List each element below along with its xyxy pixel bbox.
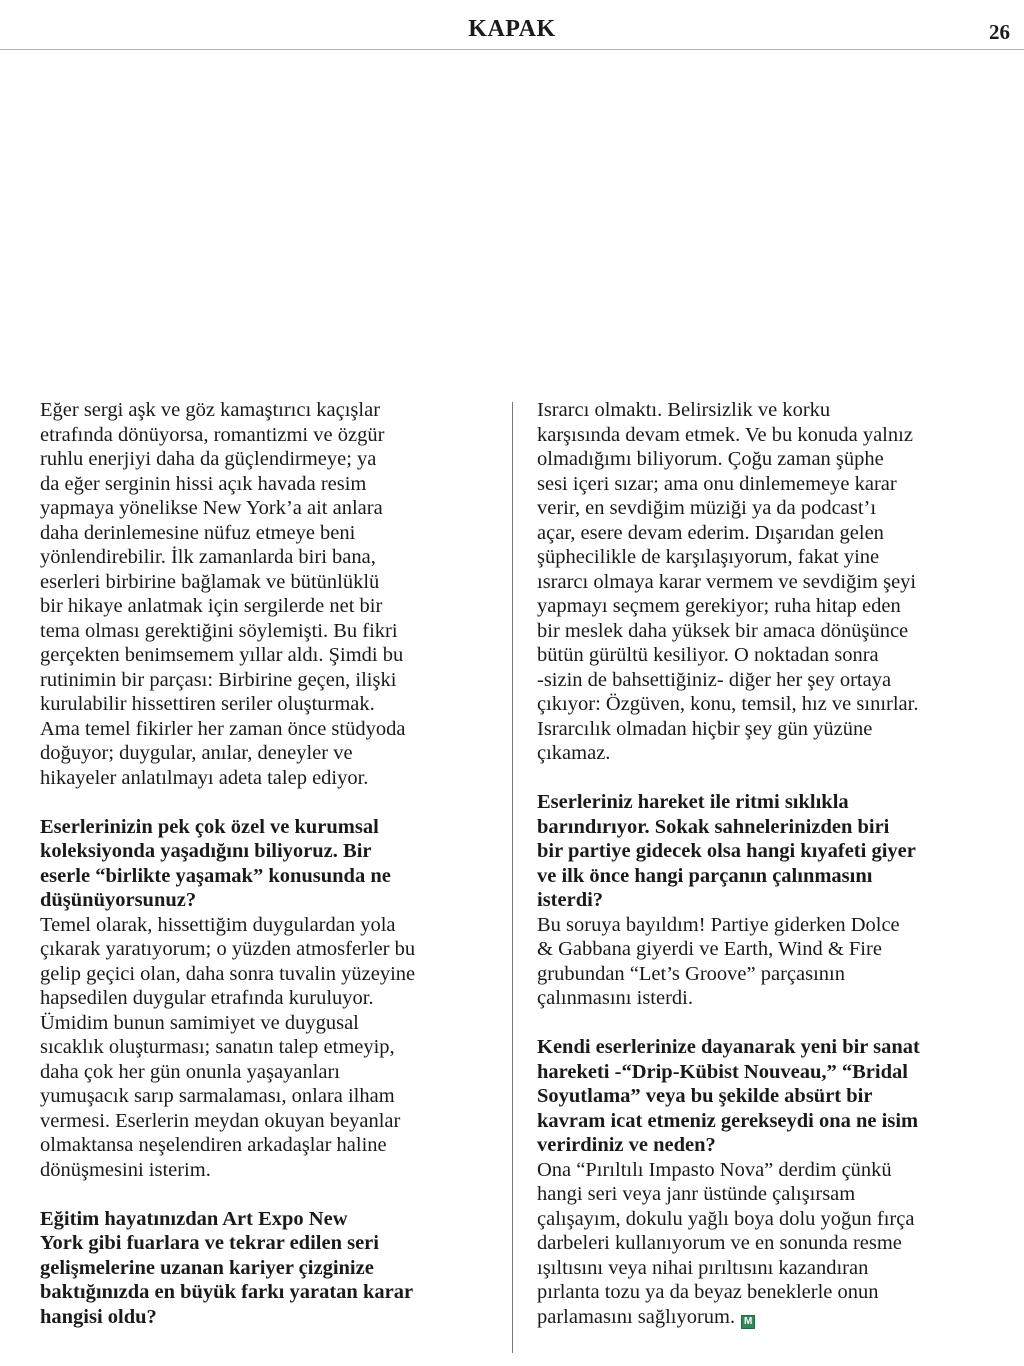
paragraph-gap [537, 1011, 987, 1036]
paragraph-answer-intro: Eğer sergi aşk ve göz kamaştırıcı kaçışlar etrafında dönüyorsa, romantizmi ve özgür ruhlu enerjiyi daha da güçlendirmeye; ya da eğer serginin hissi açık havada resim yapmaya yönelikse New York’a ait anlara daha derinlemesine nüfuz etmeye beni yönlendirebilir. İlk zamanlarda biri bana, eserleri birbirine bağlamak ve bütünlüklü bir hikaye anlatmak için sergilerde net bir tema olması gerektiğini söylemişti. Bu fikri gerçekten benimsemem yıllar aldı. Şimdi bu rutinimin bir parçası: Birbirine geçen, ilişki kurulabilir hissettiren seriler oluşturmak. Ama temel fikirler her zaman önce stüdyoda doğuyor; duygular, anılar, deneyler ve hikayeler anlatılmayı adeta talep ediyor. [40, 399, 406, 789]
answer-art-movement-text: Ona “Pırıltılı Impasto Nova” derdim çünkü hangi seri veya janr üstünde çalışırsam çalışayım, dokulu yağlı boya dolu yoğun fırça darbeleri kullanıyorum ve en sonunda resme ışıltısını veya nihai pırıltısını kazandıran pırlanta tozu ya da beyaz beneklerle onun parlamasını sağlıyorum. [537, 1158, 915, 1328]
paragraph-gap [537, 766, 987, 791]
page-number: 26 [989, 20, 1010, 44]
column-divider [512, 402, 513, 1353]
question-career-decision: Eğitim hayatınızdan Art Expo New York gibi fuarlara ve tekrar edilen seri gelişmelerine uzanan kariyer çizginize baktığınızda en büyük farkı yaratan karar hangisi oldu? [40, 1207, 414, 1328]
section-title: KAPAK [468, 16, 556, 42]
article-end-mark-icon: M [741, 1315, 755, 1329]
header-rule [0, 49, 1024, 50]
answer-party-outfit: Bu soruya bayıldım! Partiye giderken Dolce & Gabbana giyerdi ve Earth, Wind & Fire grubundan “Let’s Groove” parçasının çalınmasını isterdi. [537, 913, 900, 1009]
answer-career-decision: Israrcı olmaktı. Belirsizlik ve korku karşısında devam etmek. Ve bu konuda yalnız olmadığımı biliyorum. Çoğu zaman şüphe sesi içeri sızar; ama onu dinlememeye karar verir, en sevdiğim müziği ya da podcast’ı açar, esere devam ederim. Dışarıdan gelen şüphecilikle de karşılaşıyorum, fakat yine ısrarcı olmaya karar vermem ve sevdiğim şeyi yapmayı seçmem gerekiyor; ruha hitap eden bir meslek daha yüksek bir amaca dönüşünce bütün gürültü kesiliyor. O noktadan sonra -sizin de bahsettiğiniz- diğer her şey ortaya çıkıyor: Özgüven, konu, temsil, hız ve sınırlar. Israrcılık olmadan hiçbir şey gün yüzüne çıkamaz. [537, 399, 919, 764]
question-party-outfit: Eserleriniz hareket ile ritmi sıklıkla barındırıyor. Sokak sahnelerinizden biri bir partiye gidecek olsa hangi kıyafeti giyer ve ilk önce hangi parçanın çalınmasını isterdi? [537, 791, 916, 911]
answer-living-with-artwork: Temel olarak, hissettiğim duygulardan yola çıkarak yaratıyorum; o yüzden atmosferler bu gelip geçici olan, daha sonra tuvalin yüzeyine hapsedilen duygular etrafında kuruluyor. Ümidim bunun samimiyet ve duygusal sıcaklık oluşturması; sanatın talep etmeyip, daha çok her gün onunla yaşayanları yumuşacık sarıp sarmalaması, onlara ilham vermesi. Eserlerin meydan okuyan beyanlar olmaktansa neşelendiren arkadaşlar haline dönüşmesini isterim. [40, 913, 416, 1181]
question-art-movement: Kendi eserlerinize dayanarak yeni bir sanat hareketi -“Drip-Kübist Nouveau,” “Bridal Soyutlama” veya bu şekilde absürt bir kavram icat etmeniz gerekseydi ona ne isim verirdiniz ve neden? [537, 1036, 920, 1156]
left-column [40, 398, 502, 1329]
answer-art-movement [537, 1158, 987, 1330]
page-header [0, 0, 1024, 52]
question-living-with-artwork: Eserlerinizin pek çok özel ve kurumsal koleksiyonda yaşadığını biliyoruz. Bir eserle “birlikte yaşamak” konusunda ne düşünüyorsunuz? [40, 815, 391, 911]
paragraph-gap [40, 1182, 502, 1207]
paragraph-gap [40, 790, 502, 815]
right-column [537, 398, 987, 1329]
